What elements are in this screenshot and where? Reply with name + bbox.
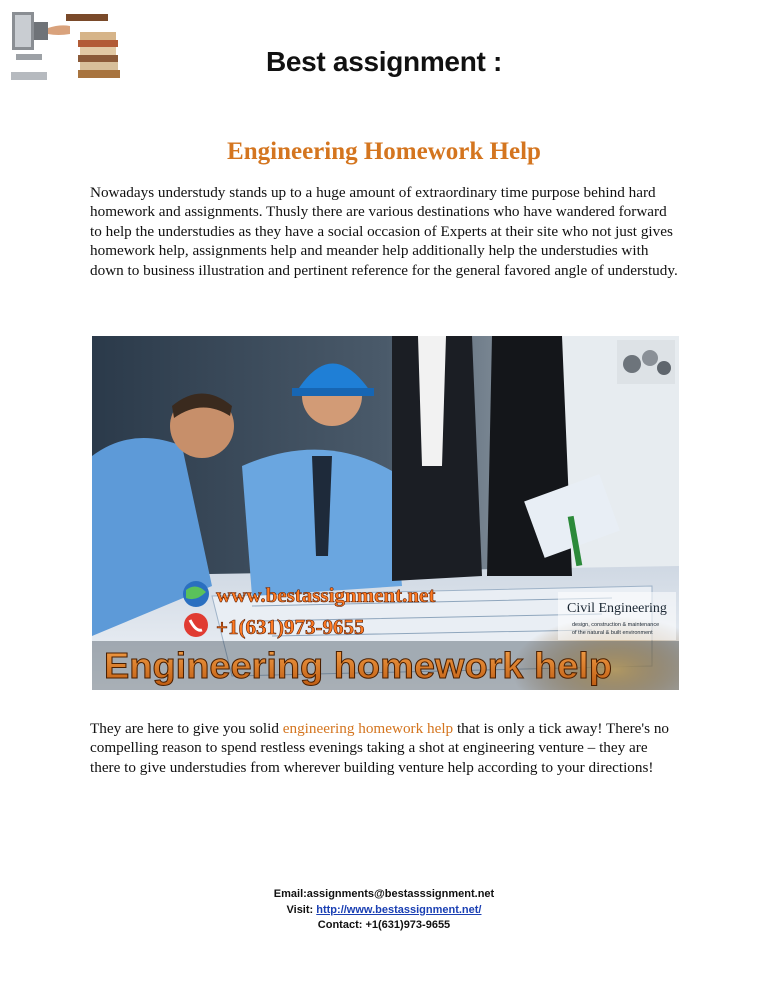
contact-value: +1(631)973-9655 — [365, 919, 451, 931]
section-heading: Engineering Homework Help — [227, 138, 541, 165]
footer-visit — [0, 903, 768, 919]
engineering-team-image — [92, 336, 679, 690]
website-link[interactable]: http://www.bestassignment.net/ — [316, 903, 482, 916]
engineering-homework-help-link[interactable]: engineering homework help — [282, 720, 454, 737]
badge-line-1: design, construction & maintenance — [572, 622, 660, 628]
visit-label: Visit: — [286, 903, 317, 916]
website-overlay: www.bestassignment.net — [216, 583, 436, 607]
paragraph-text-start: They are here to give you solid — [90, 720, 283, 737]
paragraph-text-end: that is only a tick away! There's no compelling reason to spend restless evenings taking a shot at engineering venture – they are there to give understudies from wherever building venture help according to your directions! — [90, 720, 670, 776]
badge-title: Civil Engineering — [567, 601, 667, 616]
footer — [0, 887, 768, 934]
image-caption: Engineering homework help — [104, 645, 612, 686]
intro-paragraph: Nowadays understudy stands up to a huge amount of extraordinary time purpose behind hard homework and assignments. Thusly there are various destinations who have wandered forward to help the understudies as they have a social occasion of Experts at their site who not just gives homework help, assignments help and meander help additionally help the understudies with down to business illustration and pertinent reference for the general favored angle of understudy. — [90, 184, 678, 279]
page-title: Best assignment : — [265, 46, 503, 77]
phone-overlay: +1(631)973-9655 — [216, 615, 365, 639]
body-paragraph — [90, 719, 680, 777]
footer-contact — [0, 918, 768, 934]
badge-line-2: of the natural & built environment — [572, 630, 653, 636]
footer-email: Email:assignments@bestasssignment.net — [273, 888, 495, 900]
contact-label: Contact: — [317, 919, 366, 931]
